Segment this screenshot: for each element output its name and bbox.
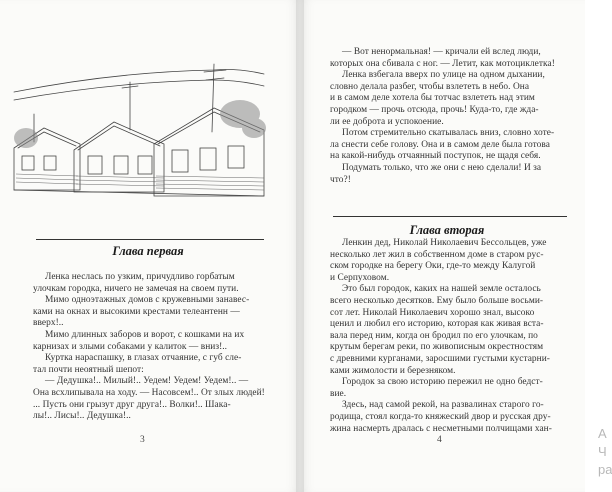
page-edge (585, 0, 612, 492)
text-line: — Дедушка!.. Милый!.. Уедем! Уедем! Уедем!.. — (45, 376, 249, 387)
chapter-title-left: Глава первая (112, 244, 184, 258)
edge-letter: А (598, 426, 607, 441)
text-line: которых она сбивала с ног. — Летит, как мотоциклетка! (330, 58, 555, 69)
text-line: ками на окнах и высокими крестами телеантенн — (33, 306, 240, 317)
text-line: крутым берегам реки, по живописным окрестностям (330, 342, 544, 353)
text-line: Она всхлипывала на ходу. — Насовсем!.. От злых людей! (33, 387, 265, 398)
text-line: вие. (330, 388, 347, 399)
text-line: сот лет. Николай Николаевич хорошо знал, высоко (330, 307, 535, 318)
houses-sketch-illustration (14, 52, 264, 200)
text-line: городком — прочь отсюда, прочь! Куда-то, где жда- (330, 104, 539, 115)
text-line: ками жимолости и березняком. (330, 365, 456, 376)
right-page-text (330, 238, 570, 435)
text-line: вверх!.. (33, 318, 64, 329)
text-line: с древними курганами, заросшими густыми кустарни- (330, 353, 550, 364)
chapter-rule-left (36, 239, 264, 240)
text-line: родища, стоял когда-то княжеский двор и русская дру- (330, 411, 551, 422)
right-page-top-text (330, 47, 570, 186)
text-line: ли ее доброта и успокоение. (330, 116, 444, 127)
text-line: ... Пусть они грызут друг друга!.. Волки!.. Шака- (33, 399, 231, 410)
text-line: Ленка взбегала вверх по улице на одном дыхании, (342, 70, 545, 81)
text-line: ском городке на берегу Оки, где-то между Калугой (330, 261, 536, 272)
text-line: жина насмерть дралась с несметными полчищами хан- (330, 423, 552, 434)
text-line: Куртка нараспашку, в глазах отчаяние, с губ сле- (45, 353, 242, 364)
left-page-text (33, 272, 273, 423)
text-line: Ленкин дед, Николай Николаевич Бессольцев, уже (342, 238, 547, 248)
text-line: — Вот ненормальная! — кричали ей вслед люди, (342, 47, 541, 57)
book-gutter (296, 0, 304, 492)
edge-letter: ра (598, 462, 612, 477)
text-line: на какой-нибудь отчаянный поступок, не щадя себя. (330, 151, 541, 162)
text-line: ценил и любил его историю, которая как живая вста- (330, 319, 544, 330)
text-line: всего несколько десятков. Ему было больше восьми- (330, 295, 544, 306)
cut-off-side-text (598, 425, 610, 479)
text-line: несколько лет жил в собственном доме в старом рус- (330, 249, 544, 260)
text-line: и в самом деле хотела бы тотчас взлететь над этим (330, 93, 535, 104)
text-line: вала перед ним, когда он бродил по его улочкам, по (330, 330, 538, 341)
chapter-title-right: Глава вторая (409, 223, 485, 237)
page-number-right: 4 (437, 435, 442, 445)
text-line: и Серпуховом. (330, 272, 390, 283)
text-line: Мимо длинных заборов и ворот, с кошками на их (45, 329, 245, 340)
text-line: карнизах и злыми собаками у калиток — вниз!.. (33, 341, 228, 352)
text-line: Здесь, над самой рекой, на развалинах старого го- (342, 400, 544, 411)
text-line: Мимо одноэтажных домов с кружевными занавес- (45, 295, 250, 306)
text-line: ла снести себе голову. Она и в самом деле была готова (330, 139, 550, 150)
text-line: Ленка неслась по узким, причудливо горбатым (45, 272, 235, 282)
text-line: улочкам городка, ничего не замечая на своем пути. (33, 283, 239, 294)
edge-letter: Ч (598, 444, 607, 459)
chapter-rule-right (333, 216, 567, 217)
text-line: Потом стремительно скатывалась вниз, словно хоте- (342, 128, 555, 139)
text-line: Это был городок, каких на нашей земле осталось (342, 284, 541, 295)
text-line: Подумать только, что же они с нею сделали! И за (342, 162, 542, 173)
text-line: словно делала разбег, чтобы взлететь в небо. Она (330, 81, 530, 92)
text-line: что?! (330, 174, 351, 185)
text-line: Городок за свою историю пережил не одно бедст- (342, 377, 543, 388)
text-line: тал почти неоятный шепот: (33, 364, 144, 375)
page-number-left: 3 (140, 435, 145, 445)
text-line: лы!.. Лисы!.. Дедушка!.. (33, 411, 131, 422)
